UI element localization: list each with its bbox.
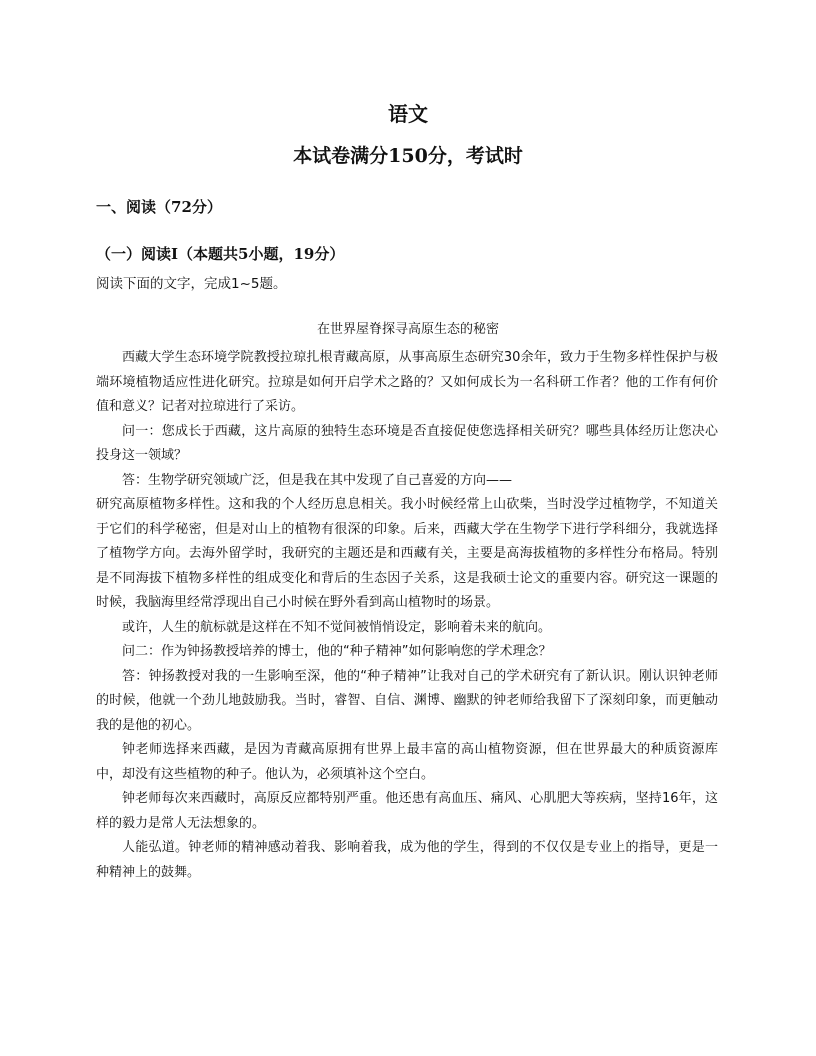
paper-subtitle: 本试卷满分150分，考试时 (293, 145, 523, 167)
paragraph-intro: 西藏大学生态环境学院教授拉琼扎根青藏高原，从事高原生态研究30余年，致力于生物多样性保护与极端环境植物适应性进化研究。拉琼是如何开启学术之路的？又如何成长为一名科研工作者？他的工作有何价值和意义？记者对拉琼进行了采访。 (96, 350, 718, 414)
paragraph-answer-2: 答：钟扬教授对我的一生影响至深，他的“种子精神”让我对自己的学术研究有了新认识。刚认识钟老师的时候，他就一个劲儿地鼓励我。当时，睿智、自信、渊博、幽默的钟老师给我留下了深刻印象，而更触动我的是他的初心。 (96, 668, 718, 733)
paragraph-question-1: 问一：您成长于西藏，这片高原的独特生态环境是否直接促使您选择相关研究？哪些具体经历让您决心投身这一领域？ (96, 423, 718, 463)
paragraph-reflection: 或许，人生的航标就是这样在不知不觉间被悄悄设定，影响着未来的航向。 (122, 619, 552, 635)
paper-title: 语文 (388, 102, 428, 126)
paragraph-question-2: 问二：作为钟扬教授培养的博士，他的“种子精神”如何影响您的学术理念？ (122, 644, 552, 659)
paragraph-answer-1-continued: 研究高原植物多样性。这和我的个人经历息息相关。我小时候经常上山砍柴，当时没学过植物学，不知道关于它们的科学秘密，但是对山上的植物有很深的印象。后来，西藏大学在生物学下进行学科细分，我就选择了植物学方向。去海外留学时，我研究的主题还是和西藏有关，主要是高海拔植物的多样性分布格局。特别是不同海拔下植物多样性的组成变化和背后的生态因子关系，这是我硕士论文的重要内容。研究这一课题的时候，我脑海里经常浮现出自己小时候在野外看到高山植物时的场景。 (96, 497, 718, 610)
paragraph-body: 人能弘道。钟老师的精神感动着我、影响着我，成为他的学生，得到的不仅仅是专业上的指导，更是一种精神上的鼓舞。 (96, 840, 718, 880)
article-body (96, 346, 718, 885)
subsection-heading: （一）阅读Ⅰ（本题共5小题，19分） (96, 245, 345, 263)
paragraph-body: 钟老师每次来西藏时，高原反应都特别严重。他还患有高血压、痛风、心肌肥大等疾病，坚持16年，这样的毅力是常人无法想象的。 (96, 791, 718, 831)
article-title: 在世界屋脊探寻高原生态的秘密 (316, 322, 499, 337)
reading-instruction: 阅读下面的文字，完成1~5题。 (96, 276, 287, 292)
section-heading: 一、阅读（72分） (96, 198, 222, 216)
paragraph-body: 钟老师选择来西藏，是因为青藏高原拥有世界上最丰富的高山植物资源，但在世界最大的种质资源库中，却没有这些植物的种子。他认为，必须填补这个空白。 (96, 742, 718, 782)
paragraph-answer-1: 答：生物学研究领域广泛，但是我在其中发现了自己喜爱的方向—— (122, 472, 513, 488)
